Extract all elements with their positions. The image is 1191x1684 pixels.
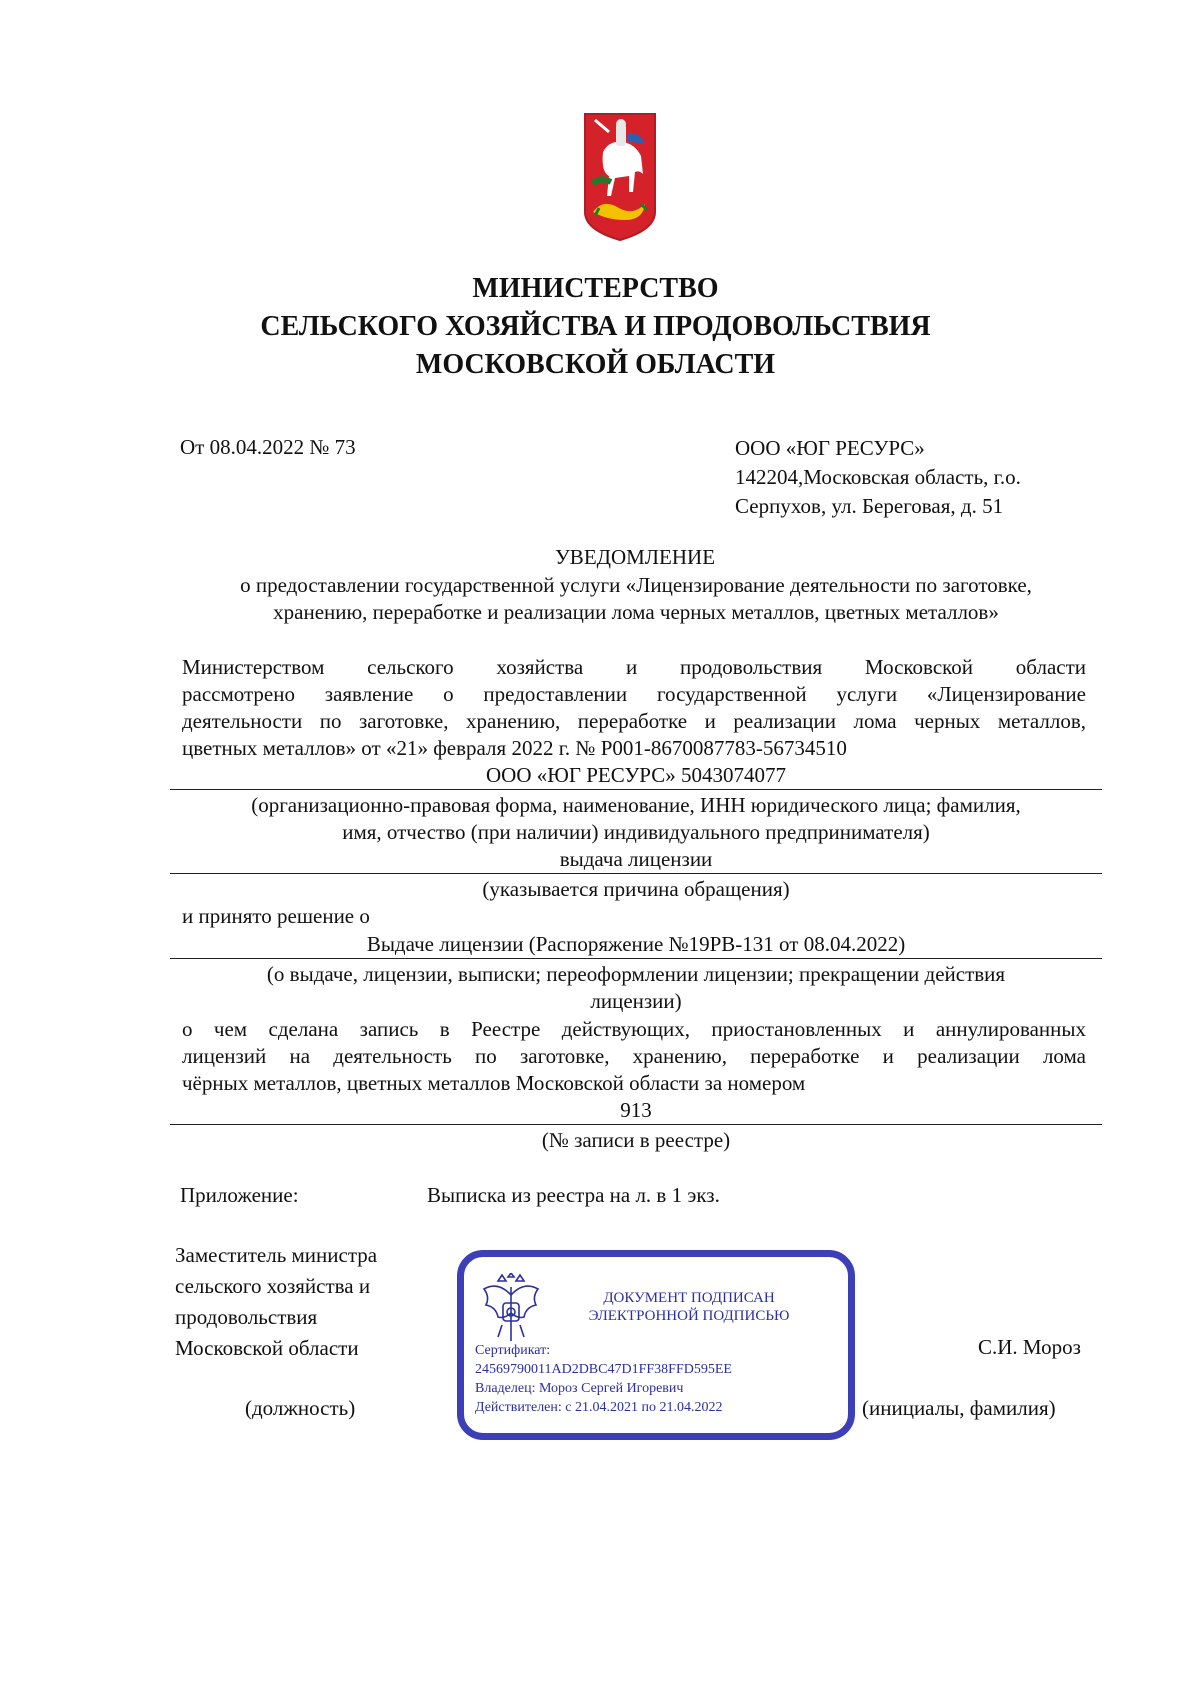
position-line: продовольствия [175, 1305, 318, 1329]
position-hint: (должность) [245, 1396, 356, 1420]
russian-coat-of-arms-icon [476, 1273, 546, 1343]
decision-hint-2: лицензии) [590, 989, 682, 1013]
signatory-name: С.И. Мороз [978, 1335, 1081, 1359]
body-line: цветных металлов» от «21» февраля 2022 г. № Р001-8670087783-56734510 [182, 736, 847, 760]
body-line: чёрных металлов, цветных металлов Московской области за номером [182, 1071, 806, 1095]
applicant-hint-1: (организационно-правовая форма, наименование, ИНН юридического лица; фамилия, [251, 793, 1021, 817]
decision-underline [170, 958, 1102, 959]
stamp-owner: Владелец: Мороз Сергей Игоревич [475, 1381, 684, 1396]
moscow-oblast-coat-of-arms-icon [583, 112, 657, 242]
notice-title: УВЕДОМЛЕНИЕ [554, 545, 716, 569]
body-line: деятельности по заготовке, хранению, переработке и реализации лома черных металлов, [182, 709, 1086, 733]
stamp-validity: Действителен: с 21.04.2021 по 21.04.2022 [475, 1400, 723, 1415]
document-reference: От 08.04.2022 № 73 [180, 435, 356, 459]
coat-of-arms [583, 112, 657, 242]
registry-hint: (№ записи в реестре) [541, 1128, 731, 1152]
registry-underline [170, 1124, 1102, 1125]
signatory-position [175, 1240, 377, 1364]
position-line: сельского хозяйства и [175, 1274, 371, 1298]
reason-underline [170, 873, 1102, 874]
decision-value: Выдаче лицензии (Распоряжение №19РВ-131 от 08.04.2022) [366, 932, 906, 956]
applicant-hint-2: имя, отчество (при наличии) индивидуального предпринимателя) [342, 820, 930, 844]
ministry-title-line-1: МИНИСТЕРСТВО [472, 273, 719, 304]
decision-intro: и принято решение о [182, 904, 370, 928]
reason-value: выдача лицензии [559, 847, 713, 871]
position-line: Заместитель министра [175, 1243, 378, 1267]
body-line: лицензий на деятельность по заготовке, хранению, переработке и реализации лома [182, 1044, 1086, 1068]
stamp-title-2: ЭЛЕКТРОННОЙ ПОДПИСЬЮ [588, 1308, 790, 1324]
position-line: Московской области [175, 1336, 359, 1360]
stamp-cert-number: 24569790011AD2DBC47D1FF38FFD595EE [475, 1362, 732, 1377]
stamp-emblem [476, 1273, 546, 1343]
addressee-name: ООО «ЮГ РЕСУРС» [735, 436, 925, 460]
addressee-address-1: 142204,Московская область, г.о. [735, 465, 1021, 489]
attachment-label: Приложение: [180, 1183, 299, 1207]
notice-subtitle-2: хранению, переработке и реализации лома черных металлов, цветных металлов» [273, 600, 999, 624]
applicant-value: ООО «ЮГ РЕСУРС» 5043074077 [485, 763, 787, 787]
body-line: рассмотрено заявление о предоставлении государственной услуги «Лицензирование [182, 682, 1086, 706]
addressee-address-2: Серпухов, ул. Береговая, д. 51 [735, 494, 1004, 518]
notice-subtitle-1: о предоставлении государственной услуги «Лицензирование деятельности по заготовке, [240, 573, 1032, 597]
applicant-underline [170, 789, 1102, 790]
stamp-cert-label: Сертификат: [475, 1343, 551, 1358]
ministry-title-line-3: МОСКОВСКОЙ ОБЛАСТИ [415, 349, 776, 380]
ministry-title-line-2: СЕЛЬСКОГО ХОЗЯЙСТВА И ПРОДОВОЛЬСТВИЯ [260, 311, 931, 342]
body-line: Министерством сельского хозяйства и продовольствия Московской области [182, 655, 1086, 679]
stamp-title-1: ДОКУМЕНТ ПОДПИСАН [603, 1290, 775, 1306]
body-line: о чем сделана запись в Реестре действующих, приостановленных и аннулированных [182, 1017, 1086, 1041]
electronic-signature-stamp [457, 1250, 855, 1440]
addressee-block [735, 434, 1021, 521]
registry-number: 913 [620, 1098, 652, 1122]
name-hint: (инициалы, фамилия) [862, 1396, 1056, 1420]
decision-hint-1: (о выдаче, лицензии, выписки; переоформлении лицензии; прекращении действия [266, 962, 1006, 986]
attachment-value: Выписка из реестра на л. в 1 экз. [427, 1183, 720, 1207]
reason-hint: (указывается причина обращения) [482, 877, 790, 901]
